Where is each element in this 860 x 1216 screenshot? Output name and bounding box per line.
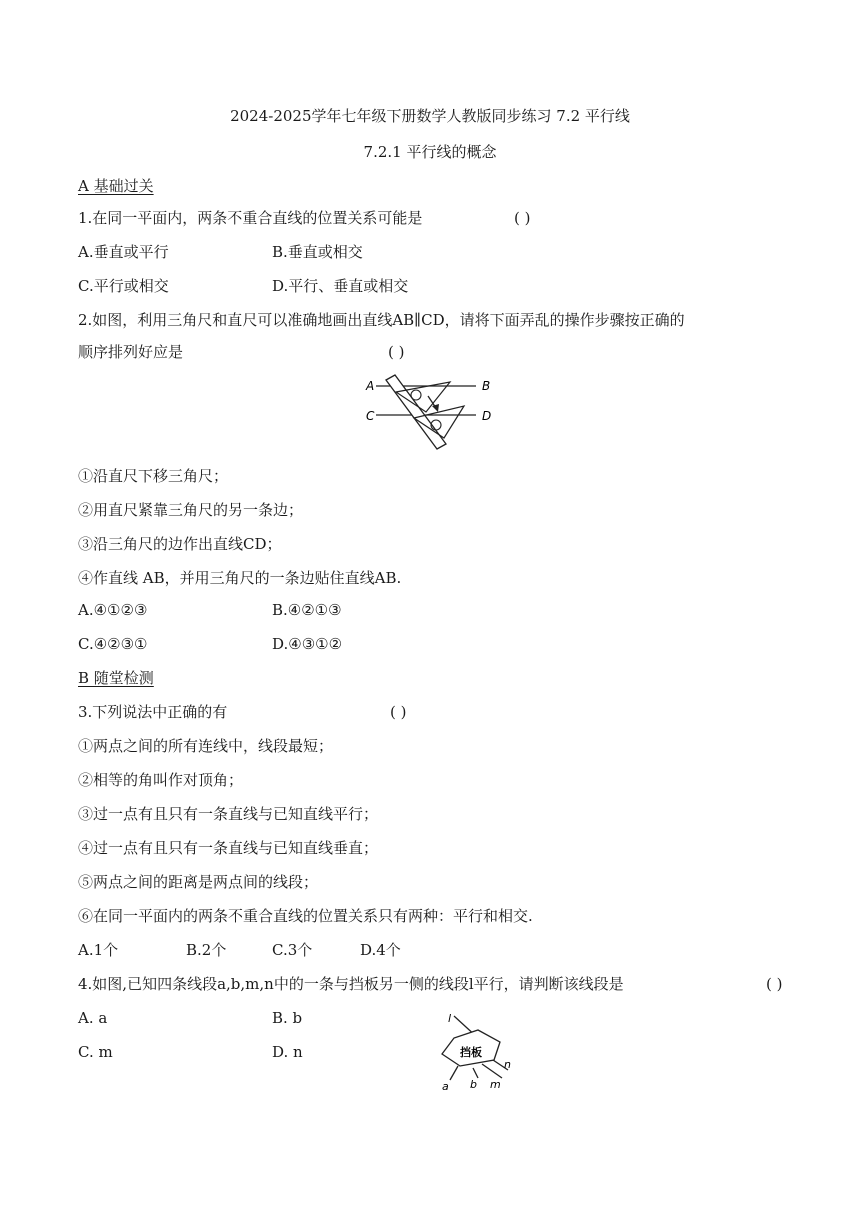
question-4-option-a: A. a <box>78 1009 108 1027</box>
question-3-option-b: B.2个 <box>186 941 227 959</box>
question-3-statement-6: ⑥在同一平面内的两条不重合直线的位置关系只有两种：平行和相交. <box>78 907 533 925</box>
question-1-option-b: B.垂直或相交 <box>272 243 363 261</box>
question-4-bracket: ( ) <box>766 975 783 993</box>
section-b-heading: B 随堂检测 <box>78 669 154 687</box>
question-2-step-2: ②用直尺紧靠三角尺的另一条边； <box>78 501 304 519</box>
question-4-figure <box>436 1010 526 1094</box>
question-2-stem-line1: 2.如图，利用三角尺和直尺可以准确地画出直线AB∥CD，请将下面弄乱的操作步骤按正确的 <box>78 311 685 329</box>
segment-a <box>450 1066 458 1080</box>
label-n: n <box>504 1058 511 1071</box>
page-title: 2024-2025学年七年级下册数学人教版同步练习 7.2 平行线 <box>230 107 630 125</box>
question-1-option-c: C.平行或相交 <box>78 277 169 295</box>
label-a: A <box>366 379 375 393</box>
question-1-stem: 1.在同一平面内，两条不重合直线的位置关系可能是 <box>78 209 423 227</box>
section-a-heading: A 基础过关 <box>78 177 154 195</box>
question-1-option-a: A.垂直或平行 <box>78 243 169 261</box>
question-2-figure <box>362 372 502 454</box>
question-3-option-d: D.4个 <box>360 941 401 959</box>
question-3-bracket: ( ) <box>390 703 407 721</box>
label-l: l <box>448 1012 452 1025</box>
question-3-statement-4: ④过一点有且只有一条直线与已知直线垂直； <box>78 839 379 857</box>
question-2-step-3: ③沿三角尺的边作出直线CD； <box>78 535 282 553</box>
segment-b <box>473 1068 478 1078</box>
label-a: a <box>442 1080 449 1093</box>
question-1-bracket: ( ) <box>514 209 531 227</box>
label-c: C <box>366 409 375 423</box>
question-3-statement-5: ⑤两点之间的距离是两点间的线段； <box>78 873 319 891</box>
question-2-option-b: B.④②①③ <box>272 601 342 619</box>
label-b: b <box>470 1078 477 1091</box>
question-2-bracket: ( ) <box>388 343 405 361</box>
question-3-option-c: C.3个 <box>272 941 313 959</box>
question-4-stem: 4.如图,已知四条线段a,b,m,n中的一条与挡板另一侧的线段l平行，请判断该线段是 <box>78 975 624 993</box>
question-3-statement-2: ②相等的角叫作对顶角； <box>78 771 244 789</box>
label-d: D <box>482 409 492 423</box>
question-2-stem-line2: 顺序排列好应是 <box>78 343 184 361</box>
question-4-option-b: B. b <box>272 1009 303 1027</box>
label-b: B <box>482 379 491 393</box>
question-1-option-d: D.平行、垂直或相交 <box>272 277 409 295</box>
question-3-statement-3: ③过一点有且只有一条直线与已知直线平行； <box>78 805 379 823</box>
question-3-stem: 3.下列说法中正确的有 <box>78 703 228 721</box>
question-2-step-4: ④作直线 AB，并用三角尺的一条边贴住直线AB. <box>78 569 402 587</box>
page-subtitle: 7.2.1 平行线的概念 <box>363 143 497 161</box>
question-3-statement-1: ①两点之间的所有连线中，线段最短； <box>78 737 334 755</box>
triangle-hole-upper <box>411 390 421 400</box>
question-2-option-c: C.④②③① <box>78 635 148 653</box>
question-2-option-d: D.④③①② <box>272 635 343 653</box>
move-arrow-head <box>432 404 439 412</box>
question-4-option-c: C. m <box>78 1043 113 1061</box>
question-3-option-a: A.1个 <box>78 941 119 959</box>
baffle-label: 挡板 <box>460 1046 482 1059</box>
segment-m <box>482 1064 502 1078</box>
question-2-step-1: ①沿直尺下移三角尺； <box>78 467 229 485</box>
question-4-option-d: D. n <box>272 1043 303 1061</box>
label-m: m <box>490 1078 501 1091</box>
question-2-option-a: A.④①②③ <box>78 601 148 619</box>
